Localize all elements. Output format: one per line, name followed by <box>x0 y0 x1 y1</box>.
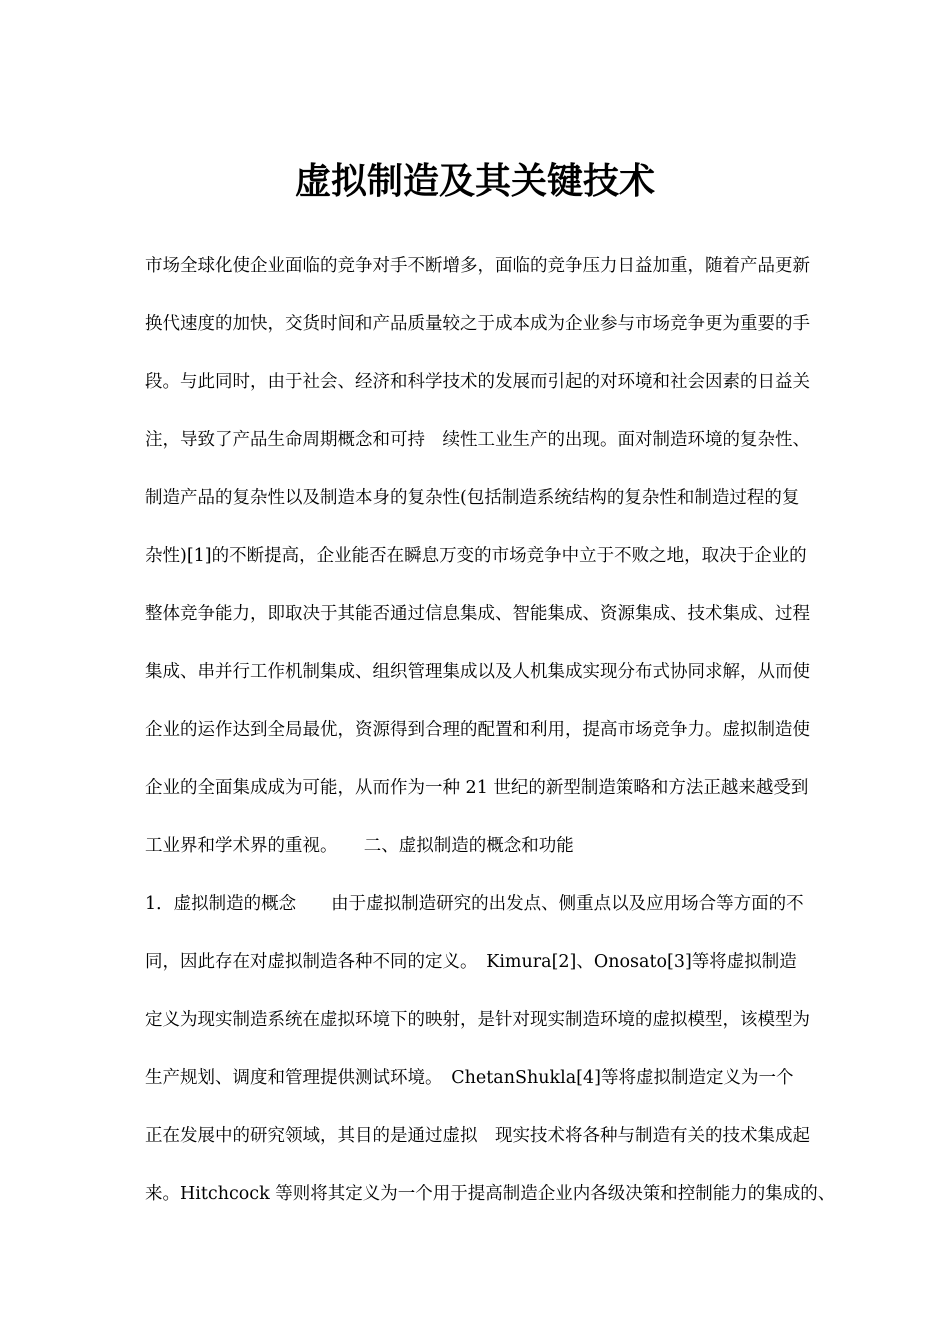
body-line: 1．虚拟制造的概念 由于虚拟制造研究的出发点、侧重点以及应用场合等方面的不 <box>145 894 804 914</box>
body-line: 制造产品的复杂性以及制造本身的复杂性(包括制造系统结构的复杂性和制造过程的复 <box>145 488 800 508</box>
body-line: 正在发展中的研究领域，其目的是通过虚拟 现实技术将各种与制造有关的技术集成起 <box>145 1126 810 1146</box>
document-title: 虚拟制造及其关键技术 <box>294 160 655 202</box>
body-line: 整体竞争能力，即取决于其能否通过信息集成、智能集成、资源集成、技术集成、过程 <box>145 604 810 624</box>
body-line: 集成、串并行工作机制集成、组织管理集成以及人机集成实现分布式协同求解，从而使 <box>145 662 810 682</box>
body-line: 生产规划、调度和管理提供测试环境。 ChetanShukla[4]等将虚拟制造定义为一个 <box>145 1068 794 1088</box>
body-line: 换代速度的加快，交货时间和产品质量较之于成本成为企业参与市场竞争更为重要的手 <box>145 314 810 334</box>
body-line: 企业的全面集成成为可能，从而作为一种 21 世纪的新型制造策略和方法正越来越受到 <box>145 778 809 798</box>
body-line: 企业的运作达到全局最优，资源得到合理的配置和利用，提高市场竞争力。虚拟制造使 <box>145 720 810 740</box>
body-line: 同，因此存在对虚拟制造各种不同的定义。 Kimura[2]、Onosato[3]等将虚拟制造 <box>145 952 797 972</box>
body-line: 注，导致了产品生命周期概念和可持 续性工业生产的出现。面对制造环境的复杂性、 <box>145 430 810 450</box>
document-body <box>145 248 885 1234</box>
body-line: 市场全球化使企业面临的竞争对手不断增多，面临的竞争压力日益加重，随着产品更新 <box>145 256 810 276</box>
body-line: 段。与此同时，由于社会、经济和科学技术的发展而引起的对环境和社会因素的日益关 <box>145 372 810 392</box>
body-line: 工业界和学术界的重视。 二、虚拟制造的概念和功能 <box>145 836 574 856</box>
body-line: 定义为现实制造系统在虚拟环境下的映射，是针对现实制造环境的虚拟模型，该模型为 <box>145 1010 810 1030</box>
body-line: 杂性)[1]的不断提高，企业能否在瞬息万变的市场竞争中立于不败之地，取决于企业的 <box>145 546 807 566</box>
body-line: 来。Hitchcock 等则将其定义为一个用于提高制造企业内各级决策和控制能力的集成的、 <box>145 1184 836 1204</box>
